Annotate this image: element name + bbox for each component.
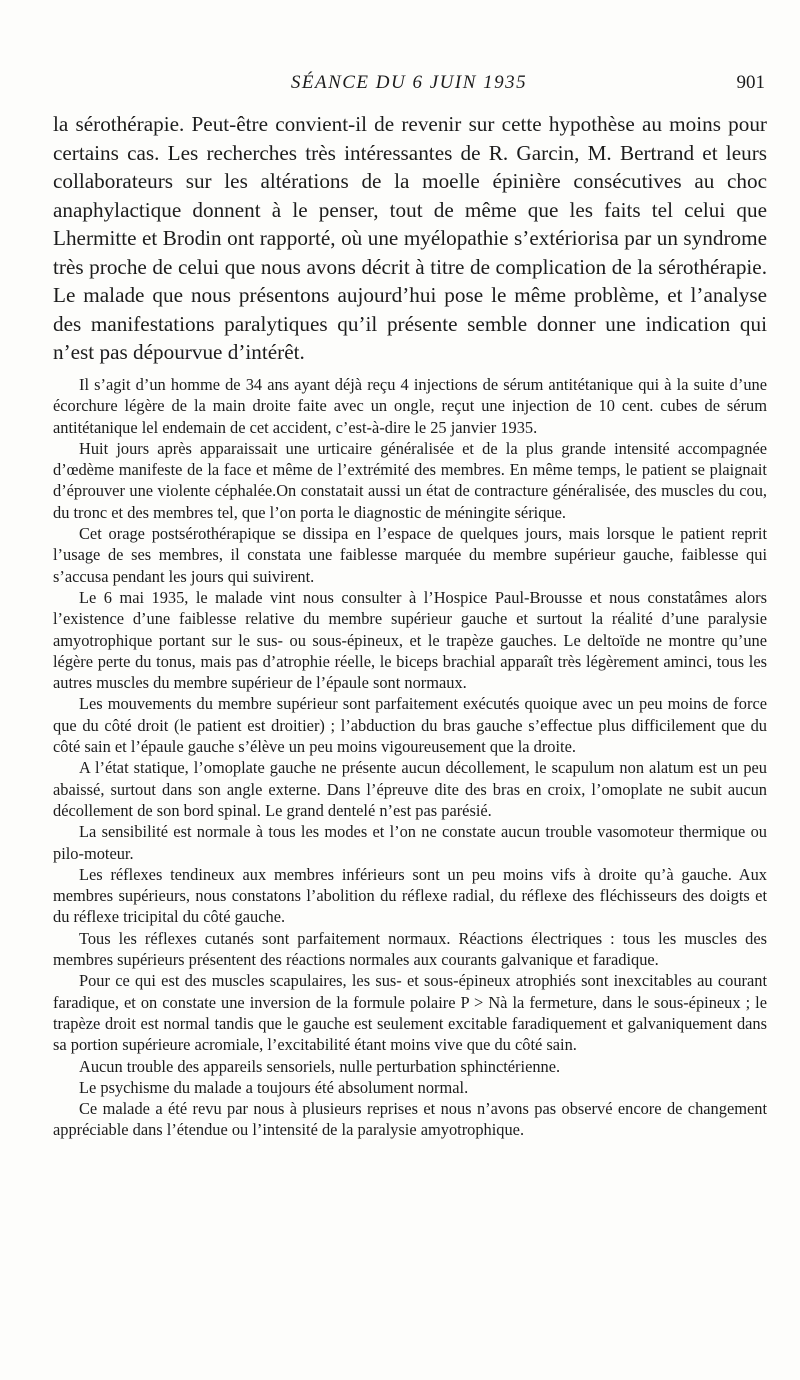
page-number: 901 — [736, 72, 765, 93]
case-paragraph: Ce malade a été revu par nous à plusieurs reprises et nous n’avons pas observé encore de changement appréciable dans l’étendue ou l’intensité de la paralysie amyotrophique. — [53, 1099, 767, 1140]
case-paragraph: La sensibilité est normale à tous les modes et l’on ne constate aucun trouble vasomoteur thermique ou pilo-moteur. — [53, 822, 767, 863]
case-paragraph: Les mouvements du membre supérieur sont parfaitement exécutés quoique avec un peu moins de force que du côté droit (le patient est droitier) ; l’abduction du bras gauche s’effectue plus difficilement que du côté sain et l’épaule gauche s’élève un peu moins vigoureusement que la droite. — [53, 694, 767, 757]
case-paragraph: A l’état statique, l’omoplate gauche ne présente aucun décollement, le scapulum non alatum est un peu abaissé, surtout dans son angle externe. Dans l’épreuve dite des bras en croix, l’omoplate ne subit aucun décollement de son bord spinal. Le grand dentelé n’est pas parésié. — [53, 758, 767, 820]
case-paragraph: Le 6 mai 1935, le malade vint nous consulter à l’Hospice Paul-Brousse et nous constatâmes alors l’existence d’une faiblesse relative du membre supérieur gauche et surtout la réalité d’une paralysie amyotrophique portant sur le sus- ou sous-épineux, et le trapèze gauches. Le deltoïde ne montre qu’une légère perte du tonus, mais pas d’atrophie réelle, le biceps brachial apparaît très légèrement aminci, tous les autres muscles du membre supérieur de l’épaule sont normaux. — [53, 587, 767, 693]
case-paragraph: Aucun trouble des appareils sensoriels, nulle perturbation sphinctérienne. — [79, 1056, 561, 1076]
intro-paragraph: la sérothérapie. Peut-être convient-il de revenir sur cette hypothèse au moins pour certains cas. Les recherches très intéressantes de R. Garcin, M. Bertrand et leurs collaborateurs sur les altérations de la moelle épinière consécutives au choc anaphylactique donnent à le penser, tout de même que les faits tel celui que Lhermitte et Brodin ont rapporté, où une myélopathie s’extériorisa par un syndrome très proche de celui que nous avons décrit à titre de complication de la sérothérapie. Le malade que nous présentons aujourd’hui pose le même problème, et l’analyse des manifestations paralytiques qu’il présente semble donner une indication qui n’est pas dépourvue d’intérêt. — [53, 112, 767, 364]
case-paragraph: Les réflexes tendineux aux membres inférieurs sont un peu moins vifs à droite qu’à gauche. Aux membres supérieurs, nous constatons l’abolition du réflexe radial, du réflexe des fléchisseurs des doigts et du réflexe tricipital du côté gauche. — [53, 864, 767, 927]
page-header — [53, 72, 765, 98]
intro-section — [53, 110, 767, 367]
running-title: SÉANCE DU 6 JUIN 1935 — [290, 72, 528, 93]
case-report — [53, 374, 767, 1141]
case-paragraph: Pour ce qui est des muscles scapulaires, les sus- et sous-épineux atrophiés sont inexcitables au courant faradique, et on constate une inversion de la formule polaire P > Nà la fermeture, dans le sous-épineux ; le trapèze droit est normal tandis que le gauche est seulement excitable faradiquement et galvaniquement dans sa portion supérieure acromiale, l’excitabilité étant moins vive que du côté sain. — [53, 971, 767, 1055]
case-paragraph: Huit jours après apparaissait une urticaire généralisée et de la plus grande intensité accompagnée d’œdème manifeste de la face et même de l’extrémité des membres. En même temps, le patient se plaignait d’éprouver une violente céphalée.On constatait aussi un état de contracture généralisée, des muscles du cou, du tronc et des membres tel, que l’on porta le diagnostic de méningite sérique. — [53, 438, 767, 522]
case-paragraph: Il s’agit d’un homme de 34 ans ayant déjà reçu 4 injections de sérum antitétanique qui à la suite d’une écorchure légère de la main droite faite avec un ongle, reçut une injection de 10 cent. cubes de sérum antitétanique lel endemain de cet accident, c’est-à-dire le 25 janvier 1935. — [53, 375, 767, 437]
case-paragraph: Tous les réflexes cutanés sont parfaitement normaux. Réactions électriques : tous les muscles des membres supérieurs présentent des réactions normales aux courants galvanique et faradique. — [53, 928, 767, 970]
case-paragraph: Le psychisme du malade a toujours été absolument normal. — [79, 1077, 469, 1097]
case-paragraph: Cet orage postsérothérapique se dissipa en l’espace de quelques jours, mais lorsque le patient reprit l’usage de ses membres, il constata une faiblesse marquée du membre supérieur gauche, faiblesse qui s’accusa pendant les jours qui suivirent. — [53, 524, 767, 586]
